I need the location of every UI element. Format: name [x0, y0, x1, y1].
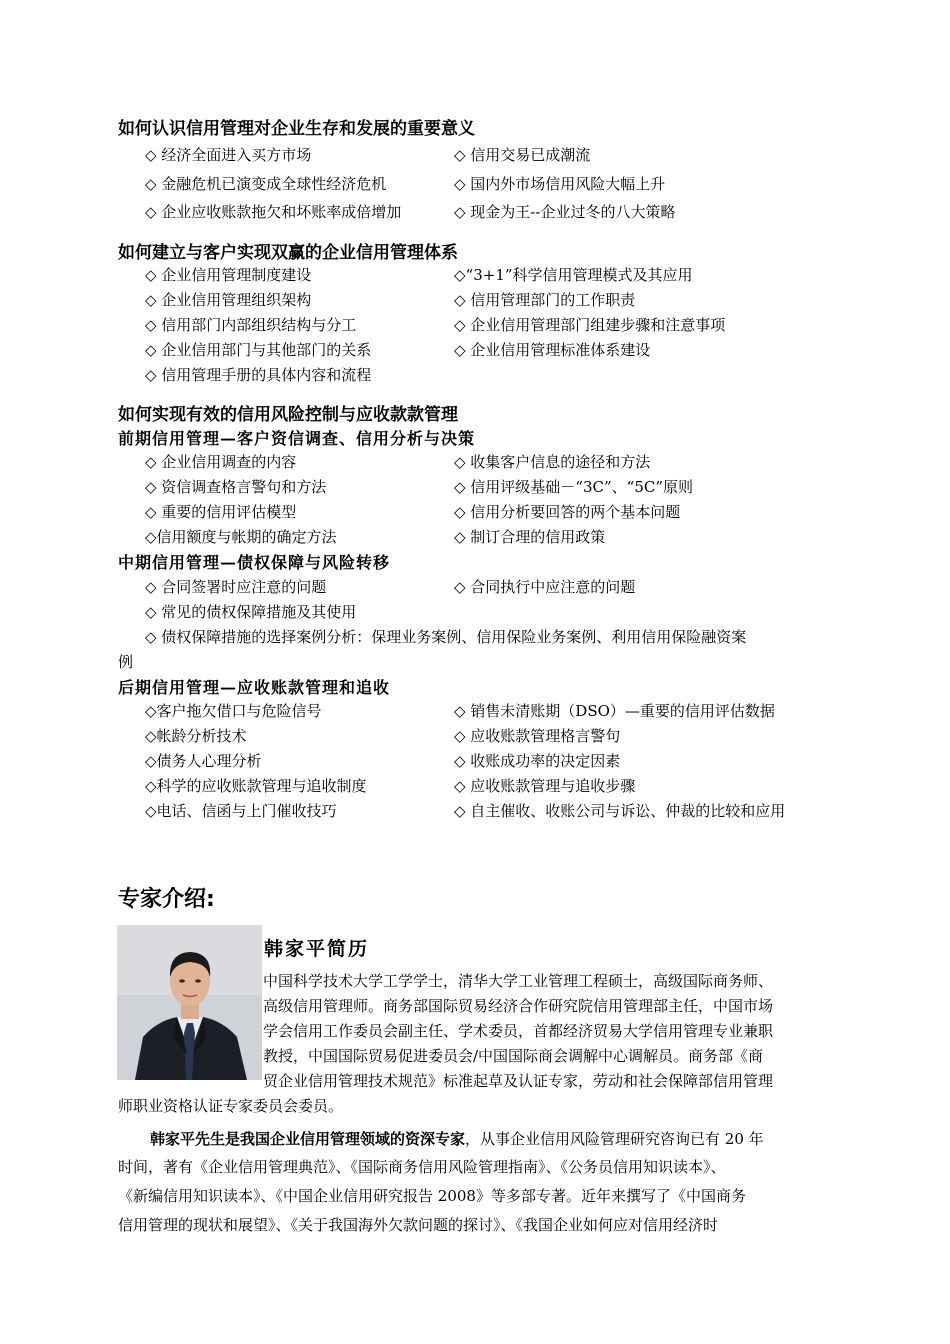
- list-item: ◇ 企业信用调查的内容: [145, 453, 297, 471]
- intro-paragraph-first-line: [150, 1129, 764, 1150]
- list-item: ◇ 常见的债权保障措施及其使用: [145, 603, 357, 621]
- list-item: ◇ 现金为王--企业过冬的八大策略: [454, 203, 676, 221]
- list-item: ◇ 企业信用管理部门组建步骤和注意事项: [454, 316, 726, 334]
- list-item: ◇科学的应收账款管理与追收制度: [145, 777, 367, 795]
- list-item-long-cont: 例: [118, 653, 134, 671]
- list-item: ◇ 信用部门内部组织结构与分工: [145, 316, 357, 334]
- list-item: ◇ 资信调查格言警句和方法: [145, 478, 327, 496]
- list-item: ◇客户拖欠借口与危险信号: [145, 702, 322, 720]
- list-item: ◇ 企业信用管理标准体系建设: [454, 341, 651, 359]
- intro-line: 《新编信用知识读本》、《中国企业信用研究报告 2008》等多部专著。近年来撰写了《中国商务: [118, 1187, 746, 1205]
- intro-line: 时间，著有《企业信用管理典范》、《国际商务信用风险管理指南》、《公务员信用知识读本》、: [118, 1158, 726, 1176]
- list-item: ◇ 金融危机已演变成全球性经济危机: [145, 175, 387, 193]
- list-item: ◇ 收账成功率的决定因素: [454, 752, 621, 770]
- list-item: ◇ 经济全面进入买方市场: [145, 146, 312, 164]
- list-item: ◇ 销售未清账期（DSO）—重要的信用评估数据: [454, 702, 775, 720]
- mid-stage-title: 中期信用管理—债权保障与风险转移: [118, 553, 391, 572]
- list-item: ◇ 信用管理手册的具体内容和流程: [145, 366, 372, 384]
- section3-title: 如何实现有效的信用风险控制与应收款款管理: [118, 405, 458, 425]
- section1-title: 如何认识信用管理对企业生存和发展的重要意义: [118, 119, 475, 139]
- list-item: ◇ 信用分析要回答的两个基本问题: [454, 503, 681, 521]
- late-stage-title: 后期信用管理—应收账款管理和追收: [118, 678, 391, 697]
- early-stage-title: 前期信用管理—客户资信调查、信用分析与决策: [118, 429, 476, 448]
- bio-line: 师职业资格认证专家委员会委员。: [118, 1097, 344, 1115]
- list-item: ◇电话、信函与上门催收技巧: [145, 802, 337, 820]
- list-item: ◇ 合同执行中应注意的问题: [454, 578, 636, 596]
- list-item: ◇ 应收账款管理格言警句: [454, 727, 621, 745]
- bio-line: 高级信用管理师。商务部国际贸易经济合作研究院信用管理部主任，中国市场: [263, 997, 774, 1015]
- expert-highlight: 韩家平先生是我国企业信用管理领域的资深专家: [150, 1130, 466, 1148]
- list-item: ◇ 应收账款管理与追收步骤: [454, 777, 636, 795]
- list-item: ◇ 重要的信用评估模型: [145, 503, 297, 521]
- bio-line: 贸企业信用管理技术规范》标准起草及认证专家，劳动和社会保障部信用管理: [263, 1072, 774, 1090]
- portrait-image: [117, 925, 262, 1080]
- bio-line: 学会信用工作委员会副主任、学术委员，首都经济贸易大学信用管理专业兼职: [263, 1022, 774, 1040]
- bio-line: 教授，中国国际贸易促进委员会/中国国际商会调解中心调解员。商务部《商: [263, 1047, 764, 1065]
- list-item: ◇ 国内外市场信用风险大幅上升: [454, 175, 666, 193]
- list-item: ◇ 制订合理的信用政策: [454, 528, 606, 546]
- list-item: ◇“3+1”科学信用管理模式及其应用: [454, 266, 693, 284]
- list-item: ◇债务人心理分析: [145, 752, 262, 770]
- list-item: ◇ 企业信用管理制度建设: [145, 266, 312, 284]
- section2-title: 如何建立与客户实现双赢的企业信用管理体系: [118, 243, 458, 263]
- list-item: ◇信用额度与帐期的确定方法: [145, 528, 337, 546]
- list-item: ◇ 信用交易已成潮流: [454, 146, 591, 164]
- intro-text: ，从事企业信用风险管理研究咨询已有 20 年: [465, 1130, 764, 1148]
- list-item: ◇ 企业信用管理组织架构: [145, 291, 312, 309]
- expert-heading: 专家介绍:: [118, 887, 215, 912]
- list-item: ◇帐龄分析技术: [145, 727, 247, 745]
- bio-line: 中国科学技术大学工学学士，清华大学工业管理工程硕士，高级国际商务师、: [263, 972, 774, 990]
- list-item: ◇ 收集客户信息的途径和方法: [454, 453, 651, 471]
- list-item: ◇ 合同签署时应注意的问题: [145, 578, 327, 596]
- list-item: ◇ 信用管理部门的工作职责: [454, 291, 636, 309]
- intro-line: 信用管理的现状和展望》、《关于我国海外欠款问题的探讨》、《我国企业如何应对信用经济时: [118, 1216, 719, 1234]
- list-item: ◇ 企业应收账款拖欠和坏账率成倍增加: [145, 203, 402, 221]
- list-item: ◇ 信用评级基础－“3C”、“5C”原则: [454, 478, 694, 496]
- list-item: ◇ 企业信用部门与其他部门的关系: [145, 341, 372, 359]
- expert-photo: [117, 925, 262, 1080]
- expert-name: 韩家平简历: [264, 938, 370, 960]
- list-item: ◇ 自主催收、收账公司与诉讼、仲裁的比较和应用: [454, 802, 786, 820]
- list-item-long: ◇ 债权保障措施的选择案例分析：保理业务案例、信用保险业务案例、利用信用保险融资案: [145, 628, 747, 646]
